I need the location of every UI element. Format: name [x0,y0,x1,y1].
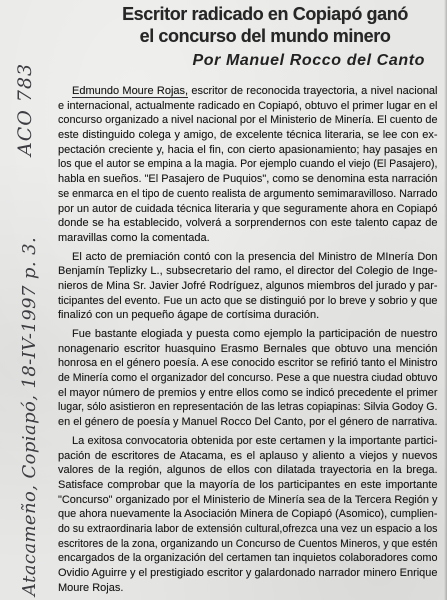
text-line [58,231,438,246]
text-line [58,216,438,231]
line-text: escritores de la zona, organizando un Concurso de Cuentos Mineros, y que estén [58,537,438,550]
line-text: el mayor número de premios y entre ellos como se indicó precedente el primer [58,386,438,399]
byline: Por Manuel Rocco del Canto [192,52,425,69]
line-text: lugar, sólo asistieron en representación de las letras copiapinas: Silvia Godoy G. [58,401,438,414]
text-line [58,371,438,386]
text-line [72,434,438,449]
headline [100,3,430,47]
line-text: que ahora nuevamente la Asociación Minera de Copiapó (Asomico), cumplien- [58,508,438,521]
line-text: Satisface comprobar que la mayoría de los participantes en este importante [58,478,438,491]
line-text: pectación creciente y, hacia el fin, con cierto apasionamiento; hay pasajes en [58,143,438,156]
text-line [58,493,438,508]
line-text: en el género de poesía y Manuel Rocco Del Canto, por el género de narrativa. [58,416,438,429]
line-text: e internacional, actualmente radicado en Copiapó, obtuvo el primer lugar en el [58,99,438,112]
text-line [58,581,438,596]
text-line [58,463,438,478]
text-line [72,327,438,342]
headline-line-1: Escritor radicado en Copiapó ganó [122,4,408,24]
text-line [58,157,438,172]
text-line [58,415,438,430]
headline-line-2: el concurso del mundo minero [139,26,391,46]
text-line [58,294,438,309]
line-text: Benjamín Teplizky L., subsecretario del ramo, el director del Colegio de Inge- [58,265,438,278]
text-line [58,551,438,566]
line-text: donde se ha establecido, volverá a sorprendernos con este talento capaz de [58,217,438,230]
line-text: honrosa en el género poesía. A ese conocido escritor se refirió tanto el Ministro [58,357,438,370]
handwritten-source-note: Atacameño, Copiapó, 18-IV-1997 p. 3. [19,236,40,596]
text-line [58,522,438,537]
line-text: "Concurso" organizado por el Ministerio de Minería sea de la Tercera Región y [58,493,438,506]
line-text: do su extraordinaria labor de extensión cultural,ofrezca una vez un espacio a los [58,522,438,535]
line-text: Fue bastante elogiada y puesta como ejemplo la participación de nuestro [72,328,438,340]
line-text: se enmarca en el tipo de cuento realista de argumento semimaravilloso. Narrado [58,187,438,200]
text-line [58,128,438,143]
article-body [58,84,438,595]
line-text: valores de la región, algunos de ellos con dilatada trayectoria en la brega. [58,464,438,477]
line-text: por un autor de cuidada técnica literaria y que seguramente ahora en Copiapó [58,202,438,215]
line-text: finalizó con un pequeño ágape de cortísima duración. [58,309,320,322]
paragraph-4 [58,434,438,596]
text-line [58,143,438,158]
text-line [58,356,438,371]
line-text [72,84,438,99]
text-line [58,308,438,323]
text-line [58,507,438,522]
line-text: ticipantes del evento. Fue un acto que se distinguió por lo breve y sobrio y que [58,294,438,307]
text-line [58,279,438,294]
text-line [58,566,438,581]
text-line [72,84,438,99]
underlined-author-name: Edmundo Moure Rojas, [72,85,189,97]
text-line [58,187,438,202]
paragraph-1 [58,84,438,246]
line-text: este distinguido colega y amigo, de excelente técnica literaria, se lee con ex- [58,129,438,142]
text-line [58,99,438,114]
text-line [58,449,438,464]
line-text: Moure Rojas. [58,581,124,594]
text-line [58,478,438,493]
line-text: maravillas como la comentada. [58,231,210,244]
paragraph-3 [58,327,438,430]
handwritten-catalog-note: ACO 783 [14,62,36,156]
text-line [58,342,438,357]
text-line [58,537,438,552]
text-line [58,113,438,128]
line-text: pación de escritores de Atacama, es el aplauso y aliento a viejos y nuevos [58,449,438,462]
text-line [58,202,438,217]
line-text: habla en sueños. "El Pasajero de Puquios", como se denomina esta narración [58,173,438,186]
text-line [72,250,438,265]
text-line [58,172,438,187]
paragraph-2 [58,250,438,323]
line-text: Ovidio Aguirre y el prestigiado escritor y galardonado narrador minero Enrique [58,567,438,579]
line-text: El acto de premiación contó con la presencia del Ministro de MInería Don [72,250,438,263]
text-line [58,400,438,415]
text-line [58,386,438,401]
line-text: nieros de Mina Sr. Javier Jofré Rodríguez, algunos miembros del jurado y par- [58,279,438,292]
text-line [58,264,438,279]
line-text-rest: escritor de reconocida trayectoria, a nivel nacional [191,85,438,97]
line-text: La exitosa convocatoria obtenida por este certamen y la importante partici- [72,434,438,447]
line-text: de Minería como el organizador del concurso. Pese a que nuestra ciudad obtuvo [58,372,438,385]
line-text: encargados de la organización del certamen tan inquietos colaboradores como [58,552,438,565]
line-text: concurso organizado a nivel nacional por el Ministerio de Minería. El cuento de [58,114,438,127]
line-text: nonagenario escritor huasquino Erasmo Bernales que obtuvo una mención [58,342,438,355]
line-text: los que el autor se empina a la magia. Por ejemplo cuando el viejo (El Pasajero), [58,158,438,171]
